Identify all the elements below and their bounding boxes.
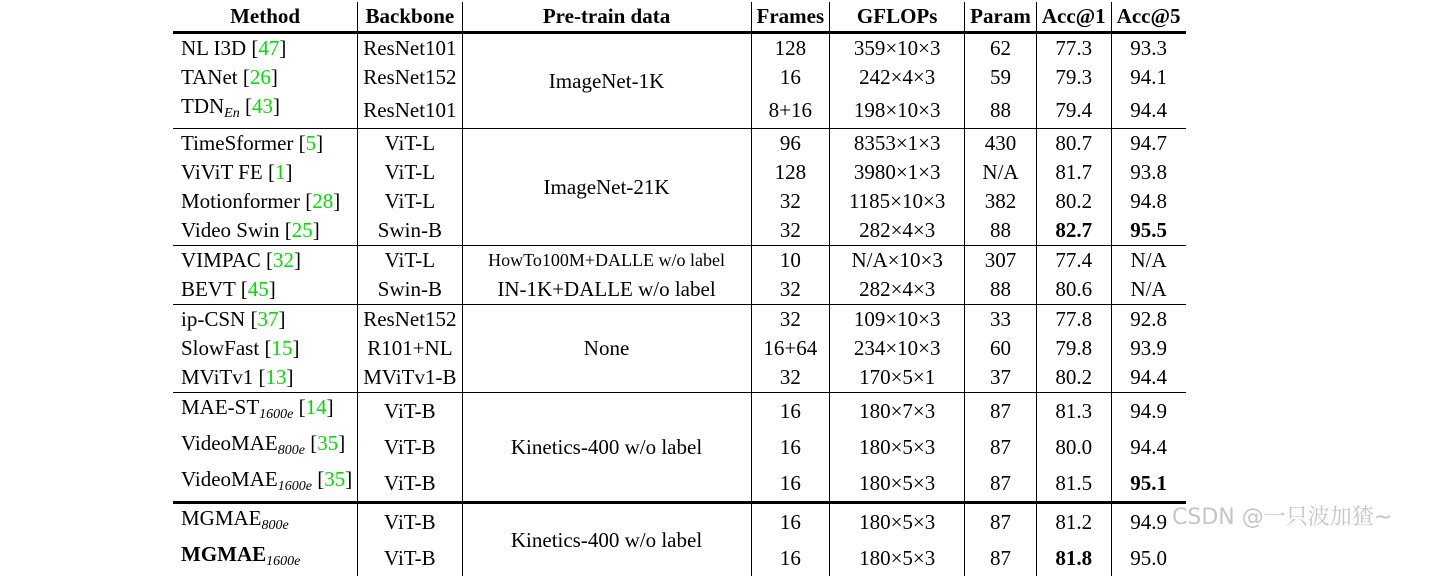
header-row [173,2,1186,33]
method-name: Video Swin [181,218,280,242]
method-cell: NL I3D [47] [173,33,358,64]
frames-cell: 32 [751,363,830,393]
method-name: SlowFast [181,336,259,360]
acc1-cell: 80.2 [1036,187,1111,216]
citation-link[interactable]: 47 [258,36,279,60]
acc1-cell: 80.7 [1036,129,1111,159]
method-name: MAE-ST [181,395,259,419]
citation-link[interactable]: 5 [306,131,317,155]
method-name: MGMAE [181,542,266,566]
backbone-cell: ResNet101 [358,92,462,129]
param-cell: 430 [965,129,1037,159]
param-cell: 88 [965,275,1037,305]
acc5-cell: 94.9 [1111,503,1185,541]
frames-cell: 16 [751,503,830,541]
citation-link[interactable]: 32 [273,248,294,272]
method-cell: SlowFast [15] [173,334,358,363]
gflops-cell: 359×10×3 [830,33,965,64]
citation-link[interactable]: 25 [292,218,313,242]
citation-link[interactable]: 37 [257,307,278,331]
frames-cell: 10 [751,246,830,276]
citation-link[interactable]: 45 [248,277,269,301]
backbone-cell: Swin-B [358,216,462,246]
acc1-cell: 81.5 [1036,465,1111,503]
acc1-cell: 81.7 [1036,158,1111,187]
param-cell: 87 [965,540,1037,576]
acc5-cell: 94.4 [1111,92,1185,129]
acc5-cell: 94.4 [1111,363,1185,393]
acc1-cell: 77.3 [1036,33,1111,64]
param-cell: 307 [965,246,1037,276]
method-subscript: 1600e [259,407,293,422]
param-cell: 37 [965,363,1037,393]
watermark: CSDN @一只波加猹~ [1172,500,1392,531]
frames-cell: 16+64 [751,334,830,363]
acc5-cell: 95.0 [1111,540,1185,576]
gflops-cell: N/A×10×3 [830,246,965,276]
param-cell: 87 [965,503,1037,541]
method-name: ip-CSN [181,307,245,331]
table-row [173,129,1186,159]
table-row [173,246,1186,276]
header-acc5: Acc@5 [1111,2,1185,33]
header-frames: Frames [751,2,830,33]
method-name: MViTv1 [181,365,253,389]
gflops-cell: 242×4×3 [830,63,965,92]
acc5-cell: 94.9 [1111,393,1185,430]
acc5-cell: 94.1 [1111,63,1185,92]
acc1-cell: 80.6 [1036,275,1111,305]
citation-link[interactable]: 35 [317,431,338,455]
pretrain-cell: ImageNet-1K [462,33,751,129]
header-gflops: GFLOPs [830,2,965,33]
param-cell: 382 [965,187,1037,216]
method-name: TimeSformer [181,131,293,155]
frames-cell: 128 [751,158,830,187]
citation-link[interactable]: 43 [252,94,273,118]
citation-link[interactable]: 35 [324,467,345,491]
frames-cell: 96 [751,129,830,159]
param-cell: 87 [965,465,1037,503]
param-cell: 87 [965,429,1037,465]
header-pretrain: Pre-train data [462,2,751,33]
acc5-cell: 95.1 [1111,465,1185,503]
header-method: Method [173,2,358,33]
citation-link[interactable]: 13 [266,365,287,389]
method-cell: $TDN_{En}$ [43] [173,92,358,129]
method-subscript: 800e [278,443,305,458]
gflops-cell: 170×5×1 [830,363,965,393]
acc1-cell: 79.3 [1036,63,1111,92]
acc5-cell: 94.7 [1111,129,1185,159]
acc5-cell: 92.8 [1111,305,1185,335]
acc1-cell: 80.2 [1036,363,1111,393]
table-row [173,393,1186,430]
gflops-cell: 3980×1×3 [830,158,965,187]
frames-cell: 16 [751,63,830,92]
table-row [173,275,1186,305]
acc5-cell: N/A [1111,275,1185,305]
gflops-cell: 282×4×3 [830,275,965,305]
param-cell: 59 [965,63,1037,92]
backbone-cell: ViT-B [358,465,462,503]
acc1-cell: 77.4 [1036,246,1111,276]
pretrain-cell: Kinetics-400 w/o label [462,393,751,503]
acc5-cell: 94.4 [1111,429,1185,465]
method-cell: MViTv1 [13] [173,363,358,393]
frames-cell: 16 [751,540,830,576]
method-name: VideoMAE [181,467,278,491]
method-cell: MAE-$ST_{1600e}$ [14] [173,393,358,430]
table-row [173,503,1186,541]
method-subscript: 1600e [266,554,300,569]
gflops-cell: 109×10×3 [830,305,965,335]
method-subscript: 800e [262,518,289,533]
method-name: VIMPAC [181,248,261,272]
gflops-cell: 180×7×3 [830,393,965,430]
method-cell: TANet [26] [173,63,358,92]
pretrain-cell: Kinetics-400 w/o label [462,503,751,576]
method-subscript: 1600e [278,479,312,494]
gflops-cell: 282×4×3 [830,216,965,246]
method-cell: ViViT FE [1] [173,158,358,187]
param-cell: N/A [965,158,1037,187]
acc5-cell: 93.3 [1111,33,1185,64]
gflops-cell: 8353×1×3 [830,129,965,159]
header-backbone: Backbone [358,2,462,33]
pretrain-cell: HowTo100M+DALLE w/o label [462,246,751,276]
backbone-cell: ViT-L [358,187,462,216]
acc5-cell: N/A [1111,246,1185,276]
method-cell: Motionformer [28] [173,187,358,216]
citation-link[interactable]: 1 [275,160,286,184]
gflops-cell: 1185×10×3 [830,187,965,216]
frames-cell: 32 [751,305,830,335]
method-name: MGMAE [181,506,262,530]
results-table [173,2,1186,576]
method-name: BEVT [181,277,235,301]
method-name: NL I3D [181,36,246,60]
table-row [173,33,1186,64]
acc1-cell: 81.8 [1036,540,1111,576]
method-cell [173,503,358,541]
backbone-cell: ViT-L [358,158,462,187]
backbone-cell: ViT-B [358,503,462,541]
header-acc1: Acc@1 [1036,2,1111,33]
frames-cell: 8+16 [751,92,830,129]
citation-link[interactable]: 28 [312,189,333,213]
method-cell: VideoMAE$_{800e}$ [35] [173,429,358,465]
frames-cell: 32 [751,216,830,246]
pretrain-cell: ImageNet-21K [462,129,751,246]
backbone-cell: ResNet101 [358,33,462,64]
method-name: Motionformer [181,189,300,213]
method-cell: TimeSformer [5] [173,129,358,159]
acc1-cell: 82.7 [1036,216,1111,246]
backbone-cell: Swin-B [358,275,462,305]
frames-cell: 32 [751,275,830,305]
method-name: TANet [181,65,238,89]
table-row [173,305,1186,335]
citation-link[interactable]: 15 [271,336,292,360]
acc1-cell: 77.8 [1036,305,1111,335]
method-cell [173,540,358,576]
method-name: VideoMAE [181,431,278,455]
method-subscript: En [224,106,240,121]
param-cell: 87 [965,393,1037,430]
gflops-cell: 198×10×3 [830,92,965,129]
frames-cell: 128 [751,33,830,64]
method-cell: ip-CSN [37] [173,305,358,335]
acc5-cell: 95.5 [1111,216,1185,246]
acc5-cell: 94.8 [1111,187,1185,216]
frames-cell: 16 [751,429,830,465]
param-cell: 33 [965,305,1037,335]
method-name: TDN [181,94,224,118]
gflops-cell: 180×5×3 [830,429,965,465]
frames-cell: 32 [751,187,830,216]
acc1-cell: 79.4 [1036,92,1111,129]
gflops-cell: 180×5×3 [830,503,965,541]
method-name: ViViT FE [181,160,263,184]
acc5-cell: 93.9 [1111,334,1185,363]
backbone-cell: ViT-B [358,393,462,430]
frames-cell: 16 [751,465,830,503]
pretrain-cell: None [462,305,751,393]
backbone-cell: MViTv1-B [358,363,462,393]
backbone-cell: ViT-L [358,246,462,276]
pretrain-cell: IN-1K+DALLE w/o label [462,275,751,305]
acc1-cell: 81.3 [1036,393,1111,430]
backbone-cell: ResNet152 [358,305,462,335]
method-cell: VIMPAC [32] [173,246,358,276]
gflops-cell: 234×10×3 [830,334,965,363]
acc1-cell: 80.0 [1036,429,1111,465]
backbone-cell: R101+NL [358,334,462,363]
param-cell: 88 [965,92,1037,129]
citation-link[interactable]: 26 [250,65,271,89]
gflops-cell: 180×5×3 [830,540,965,576]
frames-cell: 16 [751,393,830,430]
gflops-cell: 180×5×3 [830,465,965,503]
method-cell: Video Swin [25] [173,216,358,246]
acc1-cell: 79.8 [1036,334,1111,363]
backbone-cell: ViT-B [358,429,462,465]
method-cell: BEVT [45] [173,275,358,305]
param-cell: 88 [965,216,1037,246]
param-cell: 62 [965,33,1037,64]
acc1-cell: 81.2 [1036,503,1111,541]
backbone-cell: ResNet152 [358,63,462,92]
acc5-cell: 93.8 [1111,158,1185,187]
citation-link[interactable]: 14 [306,395,327,419]
param-cell: 60 [965,334,1037,363]
method-cell: VideoMAE$_{1600e}$ [35] [173,465,358,503]
backbone-cell: ViT-B [358,540,462,576]
header-param: Param [965,2,1037,33]
backbone-cell: ViT-L [358,129,462,159]
